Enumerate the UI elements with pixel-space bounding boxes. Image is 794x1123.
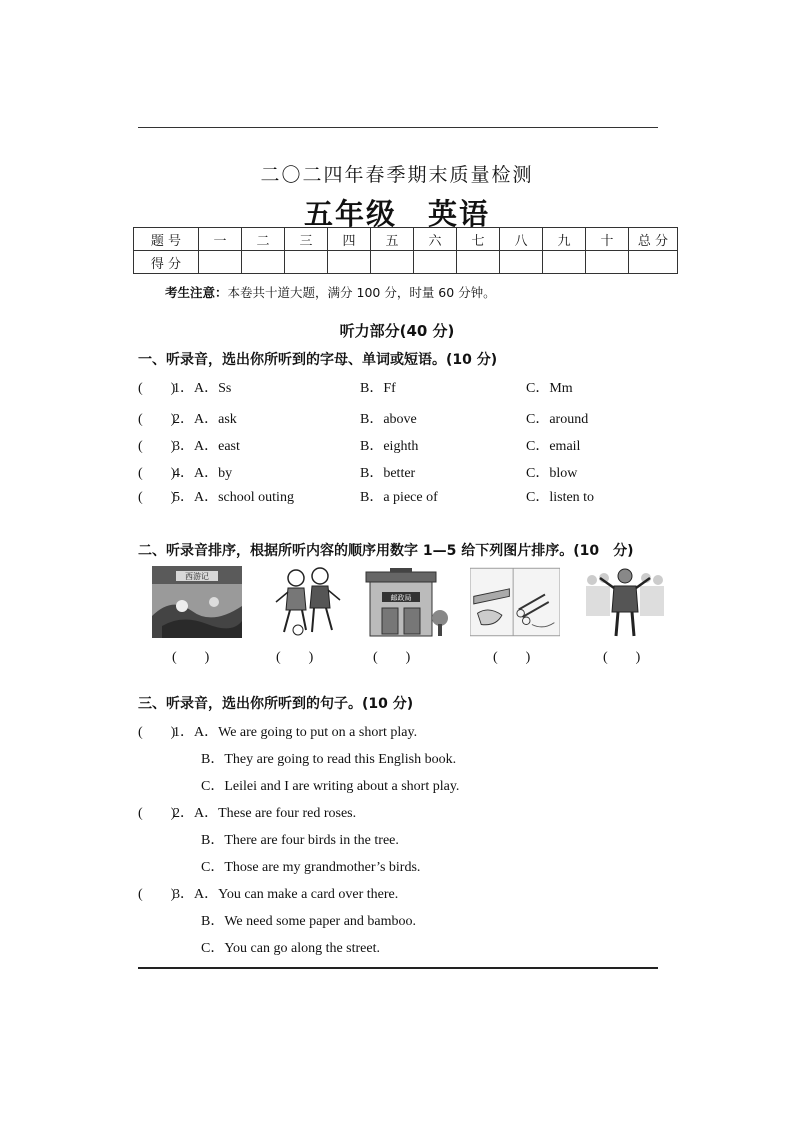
score-table-cell: 总 分 <box>629 228 678 251</box>
exam-title: 二〇二四年春季期末质量检测 <box>260 164 534 186</box>
answer-blank[interactable]: ( ) <box>172 650 210 665</box>
answer-blank[interactable]: ( ) <box>138 725 176 740</box>
score-table-score-row <box>134 251 678 274</box>
answer-blank[interactable]: ( ) <box>493 650 531 665</box>
section2-title: 二、听录音排序，根据所听内容的顺序用数字 1—5 给下列图片排序。(10 分) <box>138 543 634 559</box>
answer-blank[interactable]: ( ) <box>138 466 176 481</box>
score-table-cell: 九 <box>543 228 586 251</box>
score-input-cell[interactable] <box>328 251 371 274</box>
score-input-cell[interactable] <box>371 251 414 274</box>
score-input-cell[interactable] <box>543 251 586 274</box>
notice-label: 考生注意： <box>165 285 228 300</box>
answer-blank[interactable]: ( ) <box>603 650 641 665</box>
score-table-cell: 三 <box>285 228 328 251</box>
answer-blank[interactable]: ( ) <box>138 887 176 902</box>
score-input-cell[interactable] <box>586 251 629 274</box>
option-b: B．There are four birds in the tree. <box>201 833 399 848</box>
option-c: C．email <box>526 439 581 454</box>
notice <box>165 283 496 301</box>
score-table-cell: 十 <box>586 228 629 251</box>
subject-title: 五年级 英语 <box>303 197 490 231</box>
option-a: 2．A．These are four red roses. <box>173 806 357 821</box>
bottom-rule <box>138 967 658 969</box>
cutting-bamboo-and-paper-picture <box>470 566 560 638</box>
score-input-cell[interactable] <box>199 251 242 274</box>
section3-title: 三、听录音，选出你所听到的句子。(10 分) <box>138 696 414 712</box>
answer-blank[interactable]: ( ) <box>138 381 176 396</box>
option-a: 5．A．school outing <box>173 490 294 505</box>
answer-blank[interactable]: ( ) <box>373 650 411 665</box>
score-input-cell[interactable] <box>242 251 285 274</box>
children-playing-football-picture <box>262 566 352 638</box>
top-rule <box>138 127 658 128</box>
option-c: C．Leilei and I are writing about a short play. <box>201 779 460 794</box>
option-b: B．We need some paper and bamboo. <box>201 914 417 929</box>
book-cover-picture <box>152 566 242 638</box>
score-input-cell[interactable] <box>629 251 678 274</box>
score-input-cell[interactable] <box>500 251 543 274</box>
option-a: 1．A．We are going to put on a short play. <box>173 725 418 740</box>
score-table-cell: 二 <box>242 228 285 251</box>
book-title-text: 西游记 <box>185 572 209 581</box>
score-table-cell: 题 号 <box>134 228 199 251</box>
answer-blank[interactable]: ( ) <box>138 806 176 821</box>
score-table-cell: 六 <box>414 228 457 251</box>
option-a: 4．A．by <box>173 466 233 481</box>
option-b: B．eighth <box>360 439 419 454</box>
option-c: C．Those are my grandmother’s birds. <box>201 860 421 875</box>
option-c: C．You can go along the street. <box>201 941 380 956</box>
option-a: 3．A．You can make a card over there. <box>173 887 399 902</box>
option-c: C．listen to <box>526 490 595 505</box>
option-b: B．a piece of <box>360 490 438 505</box>
score-table-header-row <box>134 228 678 251</box>
option-b: B．above <box>360 412 417 427</box>
option-b: B．Ff <box>360 381 396 396</box>
score-table-cell: 八 <box>500 228 543 251</box>
score-table-cell: 四 <box>328 228 371 251</box>
answer-blank[interactable]: ( ) <box>138 490 176 505</box>
answer-blank[interactable]: ( ) <box>138 439 176 454</box>
option-c: C．around <box>526 412 589 427</box>
part-title: 听力部分(40 分) <box>339 322 455 340</box>
section1-title: 一、听录音，选出你所听到的字母、单词或短语。(10 分) <box>138 352 498 368</box>
option-a: 3．A．east <box>173 439 240 454</box>
score-table-cell: 得 分 <box>134 251 199 274</box>
score-input-cell[interactable] <box>285 251 328 274</box>
post-office-sign: 邮政局 <box>390 594 412 602</box>
option-b: B．They are going to read this English book. <box>201 752 457 767</box>
notice-text: 本卷共十道大题，满分 100 分，时量 60 分钟。 <box>227 285 496 300</box>
option-c: C．Mm <box>526 381 573 396</box>
man-in-crowd-picture <box>580 566 670 638</box>
score-input-cell[interactable] <box>414 251 457 274</box>
answer-blank[interactable]: ( ) <box>276 650 314 665</box>
option-b: B．better <box>360 466 416 481</box>
score-table-cell: 一 <box>199 228 242 251</box>
post-office-picture <box>360 566 450 638</box>
score-input-cell[interactable] <box>457 251 500 274</box>
option-a: 1．A．Ss <box>173 381 232 396</box>
answer-blank[interactable]: ( ) <box>138 412 176 427</box>
score-table <box>133 227 678 274</box>
score-table-cell: 七 <box>457 228 500 251</box>
score-table-cell: 五 <box>371 228 414 251</box>
option-c: C．blow <box>526 466 578 481</box>
option-a: 2．A．ask <box>173 412 237 427</box>
